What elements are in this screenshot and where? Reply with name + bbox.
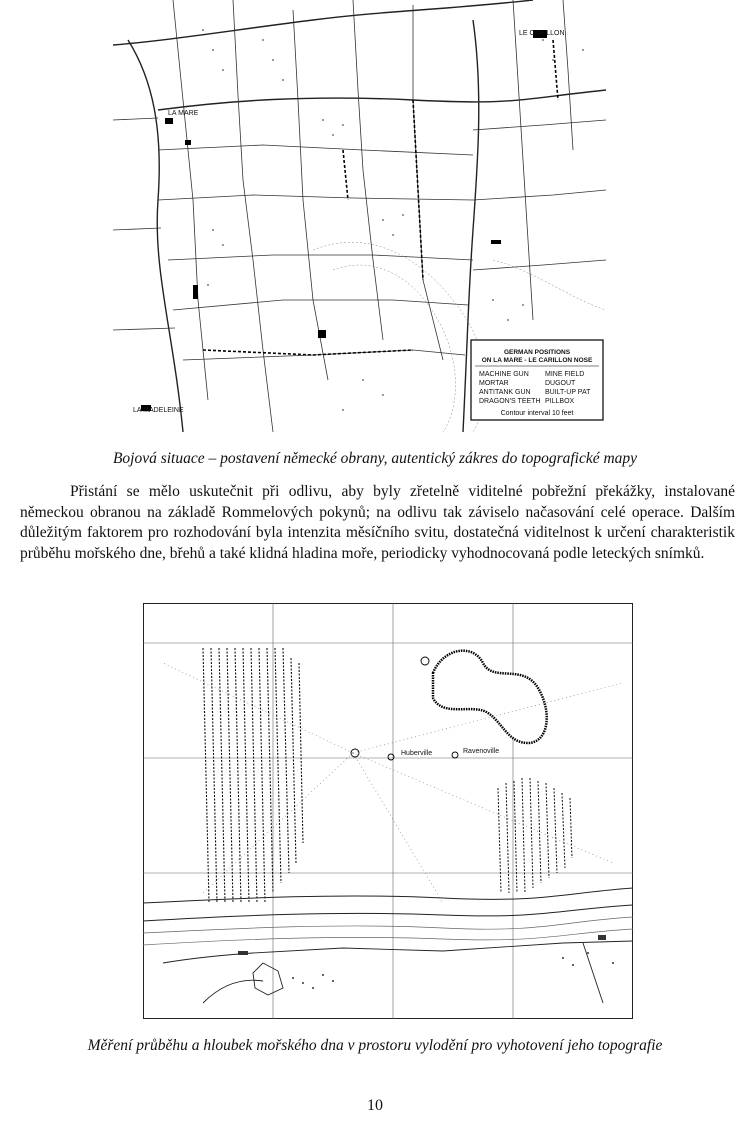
legend-item-right-1: DUGOUT bbox=[545, 380, 576, 387]
legend-item-right-0: MINE FIELD bbox=[545, 371, 585, 378]
label-point-a: Huberville bbox=[401, 750, 433, 757]
seabed-survey-map bbox=[143, 603, 633, 1019]
body-paragraph: Přistání se mělo uskutečnit při odlivu, aby byly zřetelně viditelné pobřežní překážky, instalované německou obranou na základě Rommelových pokynů; na odlivu tak záviselo načasování celé operace. Dalším důležitým faktorem pro rozhodování byla intenzita měsíčního svitu, dostatečná viditelnost k určení charakteristik průběhu mořského dne, břehů a také klidná hladina moře, periodicky vyhodnocovaná podle leteckých snímků. bbox=[20, 483, 735, 562]
german-positions-map-drawing bbox=[113, 0, 606, 432]
page-number: 10 bbox=[367, 1097, 383, 1114]
label-carillon: LE CARILLON bbox=[519, 30, 565, 37]
label-mare: LA MARE bbox=[168, 110, 199, 117]
figure2-caption: Měření průběhu a hloubek mořského dna v prostoru vylodění pro vyhotovení jeho topografie bbox=[87, 1037, 663, 1054]
legend-item-left-1: MORTAR bbox=[479, 380, 509, 387]
legend-item-right-3: PILLBOX bbox=[545, 398, 575, 405]
figure1-caption: Bojová situace – postavení německé obrany, autentický zákres do topografické mapy bbox=[112, 450, 638, 467]
legend-footnote: Contour interval 10 feet bbox=[500, 410, 574, 417]
german-positions-map bbox=[113, 0, 606, 432]
legend-item-left-2: ANTITANK GUN bbox=[479, 389, 531, 396]
legend-item-left-3: DRAGON'S TEETH bbox=[479, 398, 541, 405]
label-point-b: Ravenoville bbox=[463, 748, 500, 755]
seabed-survey-drawing bbox=[143, 603, 633, 1019]
legend-item-right-2: BUILT-UP PAT bbox=[545, 389, 591, 396]
legend-item-left-0: MACHINE GUN bbox=[479, 371, 529, 378]
map-legend bbox=[471, 340, 603, 420]
label-madeleine: LA MADELEINE bbox=[133, 407, 184, 414]
legend-title-1: GERMAN POSITIONS bbox=[503, 349, 571, 356]
legend-title-2: ON LA MARE - LE CARILLON NOSE bbox=[481, 357, 593, 364]
